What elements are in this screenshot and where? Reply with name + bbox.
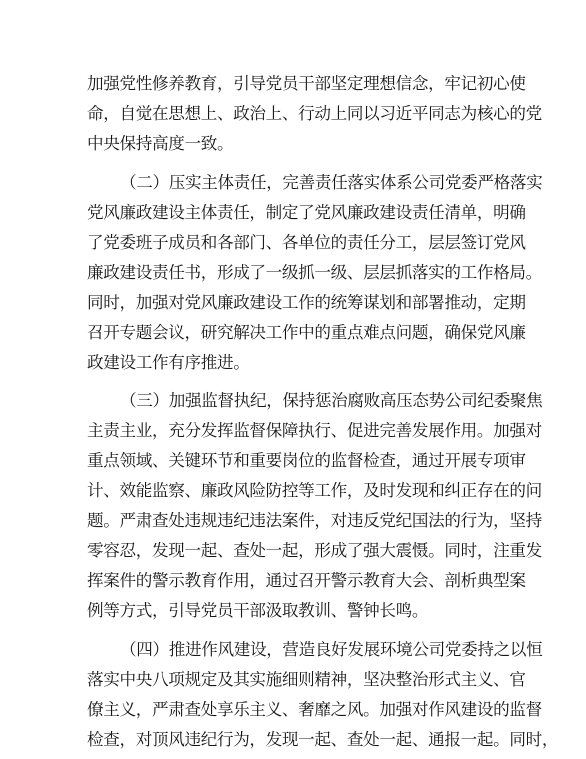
body-text-line: 召开专题会议，研究解决工作中的重点难点问题，确保党风廉 (87, 323, 526, 342)
section-heading-line: （三）加强监督执纪，保持惩治腐败高压态势公司纪委聚焦 (120, 391, 543, 410)
body-text-line: 题。严肃查处违规违纪违法案件，对违反党纪国法的行为，坚持 (87, 511, 542, 530)
body-text-line: 政建设工作有序推进。 (87, 353, 250, 372)
body-text-line: 重点领域、关键环节和重要岗位的监督检查，通过开展专项审 (87, 451, 526, 470)
body-text-line: 僚主义，严肃查处享乐主义、奢靡之风。加强对作风建设的监督 (87, 700, 542, 719)
body-text-line: 落实中央八项规定及其实施细则精神，坚决整治形式主义、官 (87, 670, 526, 689)
body-text-line: 检查，对顶风违纪行为，发现一起、查处一起、通报一起。同时， (87, 730, 559, 749)
body-text-line: 同时，加强对党风廉政建设工作的统筹谋划和部署推动，定期 (87, 293, 526, 312)
body-text-line: 党风廉政建设主体责任，制定了党风廉政建设责任清单，明确 (87, 203, 526, 222)
body-text-line: 零容忍，发现一起、查处一起，形成了强大震慑。同时，注重发 (87, 541, 542, 560)
body-text-line: 廉政建设责任书，形成了一级抓一级、层层抓落实的工作格局。 (87, 263, 542, 282)
body-text-line: 中央保持高度一致。 (87, 134, 234, 153)
body-text-line: 计、效能监察、廉政风险防控等工作，及时发现和纠正存在的问 (87, 481, 542, 500)
body-text-line: 加强党性修养教育，引导党员干部坚定理想信念，牢记初心使 (87, 74, 526, 93)
section-heading-line: （四）推进作风建设，营造良好发展环境公司党委持之以恒 (120, 640, 543, 659)
body-text-line: 主责主业，充分发挥监督保障执行、促进完善发展作用。加强对 (87, 421, 542, 440)
section-heading-line: （二）压实主体责任，完善责任落实体系公司党委严格落实 (120, 173, 543, 192)
body-text-line: 挥案件的警示教育作用，通过召开警示教育大会、剖析典型案 (87, 571, 526, 590)
body-text-line: 命，自觉在思想上、政治上、行动上同以习近平同志为核心的党 (87, 104, 542, 123)
body-text-line: 例等方式，引导党员干部汲取教训、警钟长鸣。 (87, 601, 429, 620)
body-text-line: 了党委班子成员和各部门、各单位的责任分工，层层签订党风 (87, 233, 526, 252)
